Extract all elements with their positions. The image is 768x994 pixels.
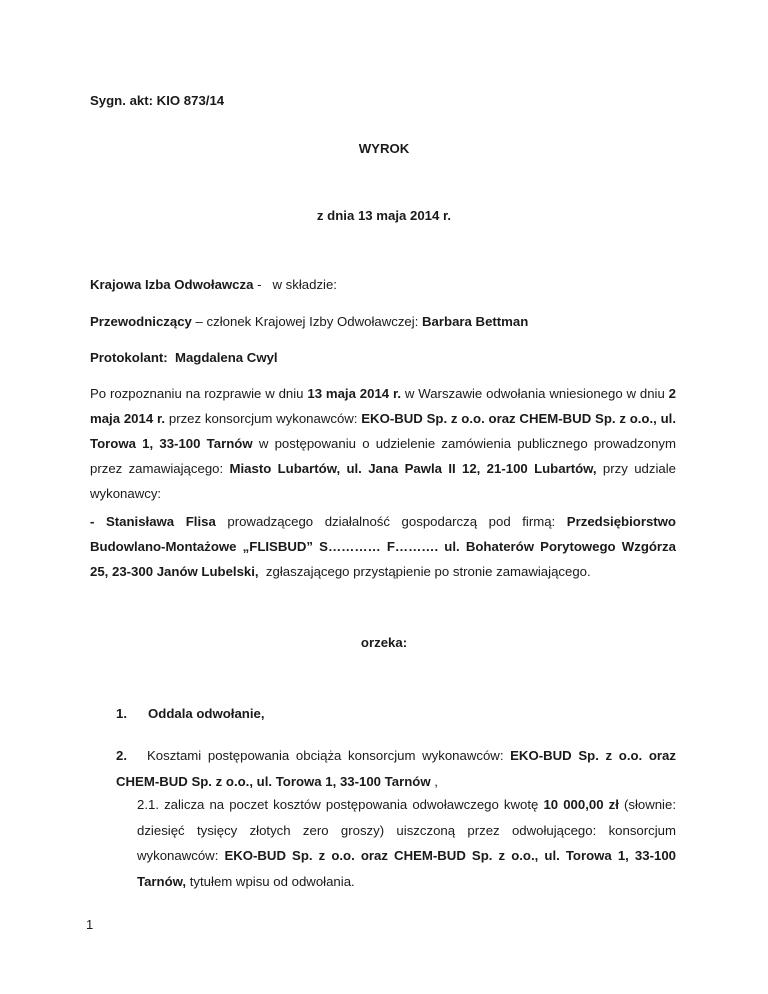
p1-filing-date: 2 maja 2014 r.	[90, 386, 677, 426]
chair-name: Barbara Bettman	[422, 314, 529, 329]
p1-hearing-date: 13 maja 2014 r.	[307, 386, 402, 401]
paragraph-proceedings	[90, 381, 676, 506]
composition-suffix: - w składzie:	[253, 277, 337, 292]
paragraph-participant	[90, 509, 691, 584]
ruling-header: orzeka:	[360, 635, 408, 650]
p2-text-2: zgłaszającego przystąpienie po stronie zamawiającego.	[258, 564, 591, 579]
chair-text: – członek Krajowej Izby Odwoławczej:	[191, 314, 423, 329]
ruling-item-1	[116, 706, 265, 721]
p1-text-1: Po rozpoznaniu na rozprawie w dniu	[90, 386, 308, 401]
item-2-appellant: EKO-BUD Sp. z o.o. oraz CHEM-BUD Sp. z o.o., ul. Torowa 1, 33-100 Tarnów	[116, 748, 676, 789]
p1-text-2: w Warszawie odwołania wniesionego w dniu	[401, 386, 669, 401]
p1-contracting-authority: Miasto Lubartów, ul. Jana Pawla II 12, 21-100 Lubartów,	[229, 461, 597, 476]
item-2-1-text-3: tytułem wpisu od odwołania.	[186, 873, 355, 889]
item-1-text: Oddala odwołanie,	[148, 706, 265, 721]
p2-participant-name: - Stanisława Flisa	[90, 514, 216, 529]
item-2-1-appellant: EKO-BUD Sp. z o.o. oraz CHEM-BUD Sp. z o.o., ul. Torowa 1, 33-100 Tarnów,	[137, 848, 676, 889]
p1-text-3: przez konsorcjum wykonawców:	[165, 411, 362, 426]
chair-line	[90, 314, 528, 329]
item-1-number: 1.	[116, 706, 127, 721]
page-number: 1	[86, 917, 94, 932]
item-2-1-amount: 10 000,00 zł	[543, 797, 619, 812]
item-2-number: 2.	[116, 748, 127, 763]
judgment-date: z dnia 13 maja 2014 r.	[316, 208, 452, 223]
document-title: WYROK	[358, 141, 410, 156]
case-signature: Sygn. akt: KIO 873/14	[90, 93, 225, 108]
p1-text-5: przy udziale wykonawcy:	[90, 461, 676, 501]
p2-text-1: prowadzącego działalność gospodarczą pod firmą:	[215, 514, 567, 529]
p1-text-4: w postępowaniu o udzielenie zamówienia publicznego prowadzonym przez zamawiającego:	[90, 436, 676, 476]
p2-company: Przedsiębiorstwo Budowlano-Montażowe „FLISBUD” S………… F………. ul. Bohaterów Porytowego Wzgórza 25, 23-300 Janów Lubelski,	[90, 514, 691, 579]
item-2-1-text-2: (słownie: dziesięć tysięcy złotych zero groszy) uiszczoną przez odwołującego: konsorcjum wykonawców:	[137, 797, 676, 863]
ruling-item-2	[116, 743, 676, 795]
chair-label: Przewodniczący	[90, 314, 192, 329]
p1-appellant: EKO-BUD Sp. z o.o. oraz CHEM-BUD Sp. z o.o., ul. Torowa 1, 33-100 Tarnów	[90, 411, 676, 451]
recorder-line: Protokolant: Magdalena Cwyl	[90, 350, 278, 365]
composition-line	[90, 277, 337, 292]
item-2-text-1: Kosztami postępowania obciąża konsorcjum wykonawców:	[127, 748, 511, 763]
item-2-1-text-1: 2.1. zalicza na poczet kosztów postępowania odwoławczego kwotę	[137, 797, 544, 812]
chamber-name: Krajowa Izba Odwoławcza	[90, 277, 254, 292]
item-2-text-2: ,	[430, 774, 438, 789]
ruling-item-2-1	[137, 792, 676, 894]
